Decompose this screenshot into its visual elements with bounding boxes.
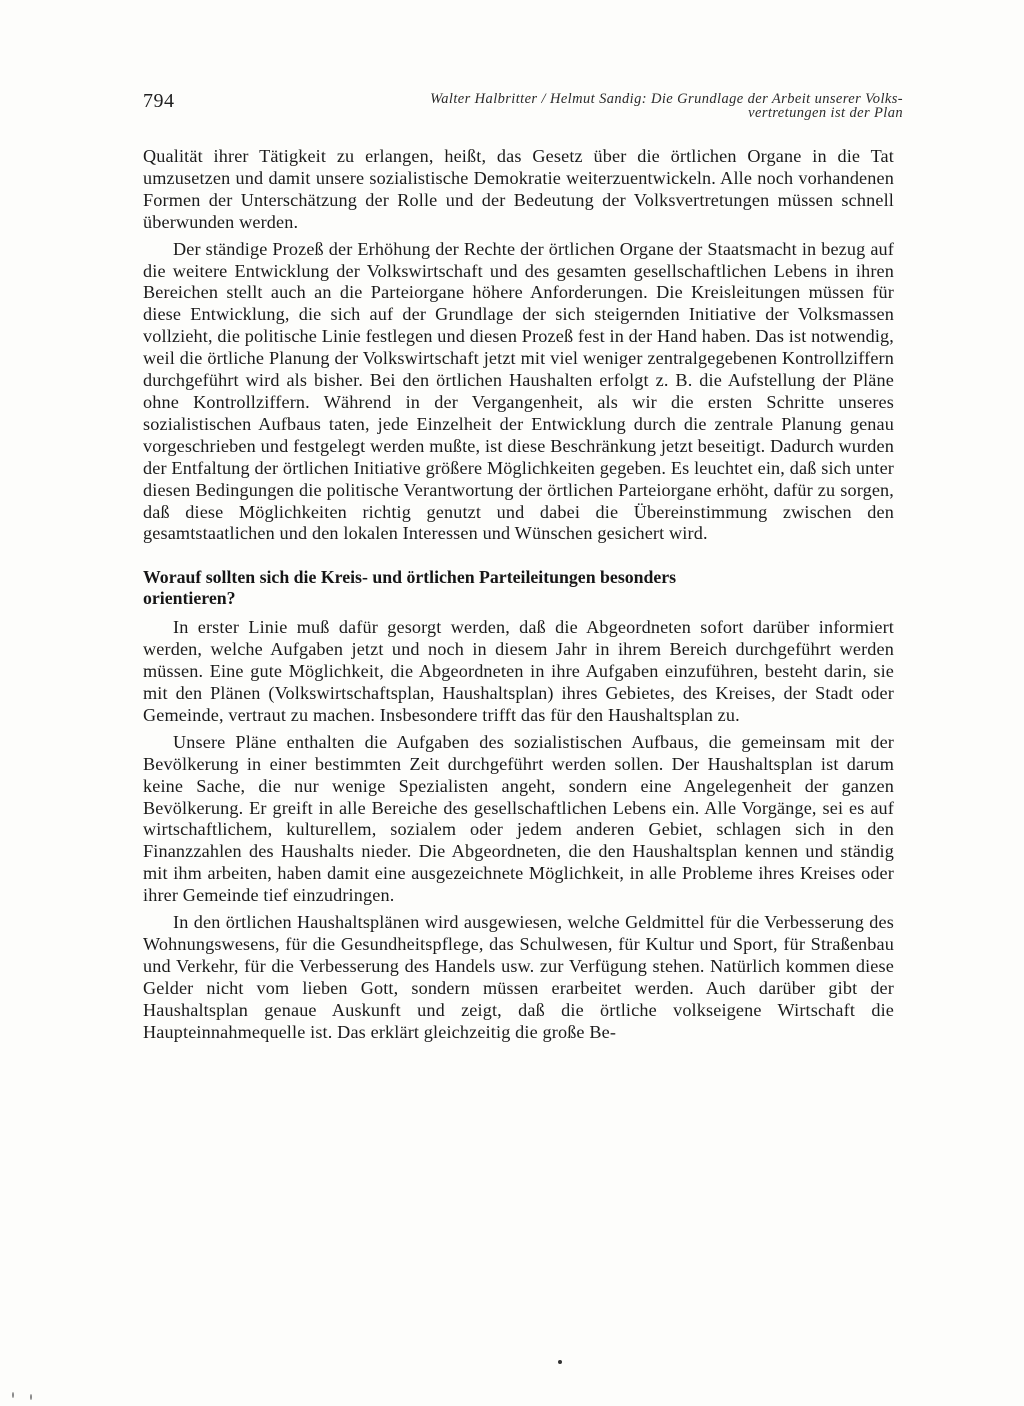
running-head [293, 92, 903, 120]
running-head-line-1: Walter Halbritter / Helmut Sandig: Die Grundlage der Arbeit unserer Volks- [430, 91, 903, 107]
page-header [143, 86, 903, 126]
scan-speck [30, 1394, 32, 1400]
paragraph: Unsere Pläne enthalten die Aufgaben des sozialistischen Aufbaus, die gemeinsam mit der Bevölkerung in einer bestimmten Zeit durchgeführt werden sollen. Der Haushaltsplan ist darum keine Sache, die nur wenige Spezialisten angeht, sondern eine Angelegenheit der ganzen Bevölkerung. Er greift in alle Bereiche des gesellschaftlichen Lebens ein. Alle Vorgänge, sei es auf wirtschaftlichem, kulturellem, sozialem oder jedem anderen Gebiet, schlagen sich in den Finanzzahlen des Haushalts nieder. Die Abgeordneten, die den Haushaltsplan kennen und ständig mit ihm arbeiten, haben damit eine ausgezeichnete Möglichkeit, in alle Probleme ihres Kreises oder ihrer Gemeinde tief einzudringen. [143, 731, 894, 906]
page-number: 794 [143, 90, 175, 112]
print-dot [558, 1360, 562, 1364]
section-heading: Worauf sollten sich die Kreis- und örtlichen Parteileitungen besonders orientieren? [143, 567, 677, 609]
running-head-line-2: vertretungen ist der Plan [748, 105, 903, 121]
paragraph: In erster Linie muß dafür gesorgt werden, daß die Abgeordneten sofort darüber informiert werden, welche Aufgaben jetzt und noch in diesem Jahr in ihrem Bereich durchgeführt werden müssen. Eine gute Möglichkeit, die Abgeordneten in ihre Aufgaben einzuführen, besteht darin, sie mit den Plänen (Volkswirtschaftsplan, Haushaltsplan) ihres Gebietes, des Kreises, der Stadt oder Gemeinde, vertraut zu machen. Insbesondere trifft das für den Haushaltsplan zu. [143, 617, 894, 725]
article-body [143, 146, 894, 1044]
paragraph: Der ständige Prozeß der Erhöhung der Rechte der örtlichen Organe der Staatsmacht in bezug auf die weitere Entwicklung der Volkswirtschaft und des gesamten gesellschaftlichen Lebens in ihren Bereichen stellt auch an die Parteiorgane höhere Anforderungen. Die Kreisleitungen müssen für diese Entwicklung, die sich auf der Grundlage der sich steigernden Initiative der Volksmassen vollzieht, die politische Linie festlegen und diesen Prozeß fest in der Hand haben. Das ist notwendig, weil die örtliche Planung der Volkswirtschaft jetzt mit viel weniger zentralgegebenen Kontrollziffern durchgeführt wird als bisher. Bei den örtlichen Haushalten erfolgt z. B. die Aufstellung der Pläne ohne Kontrollziffern. Während in der Vergangenheit, als wir die ersten Schritte unseres sozialistischen Aufbaus taten, jede Einzelheit der Entwicklung durch die zentrale Planung genau vorgeschrieben und festgelegt werden mußte, ist diese Beschränkung jetzt beseitigt. Dadurch wurden der Entfaltung der örtlichen Initiative größere Möglichkeiten gegeben. Es leuchtet ein, daß sich unter diesen Bedingungen die politische Verantwortung der örtlichen Parteiorgane erhöht, dafür zu sorgen, daß diese Möglichkeiten richtig genutzt und dabei die Übereinstimmung zwischen den gesamtstaatlichen und den lokalen Interessen und Wünschen gesichert wird. [143, 238, 894, 544]
paragraph: In den örtlichen Haushaltsplänen wird ausgewiesen, welche Geldmittel für die Verbesserung des Wohnungswesens, für die Gesundheitspflege, das Schulwesen, für Kultur und Sport, für Straßenbau und Verkehr, für die Verbesserung des Handels usw. zur Verfügung stehen. Natürlich kommen diese Gelder nicht vom lieben Gott, sondern müssen erarbeitet werden. Auch darüber gibt der Haushaltsplan genaue Auskunft und zeigt, daß die örtliche volkseigene Wirtschaft die Haupteinnahmequelle ist. Das erklärt gleichzeitig die große Be- [143, 912, 894, 1042]
scan-speck [12, 1392, 14, 1398]
paragraph-continued: Qualität ihrer Tätigkeit zu erlangen, heißt, das Gesetz über die örtlichen Organe in die Tat umzusetzen und damit unsere sozialistische Demokratie weiterzuentwickeln. Alle noch vorhandenen Formen der Unterschätzung der Rolle und der Bedeutung der Volksvertretungen müssen schnell überwunden werden. [143, 146, 894, 232]
